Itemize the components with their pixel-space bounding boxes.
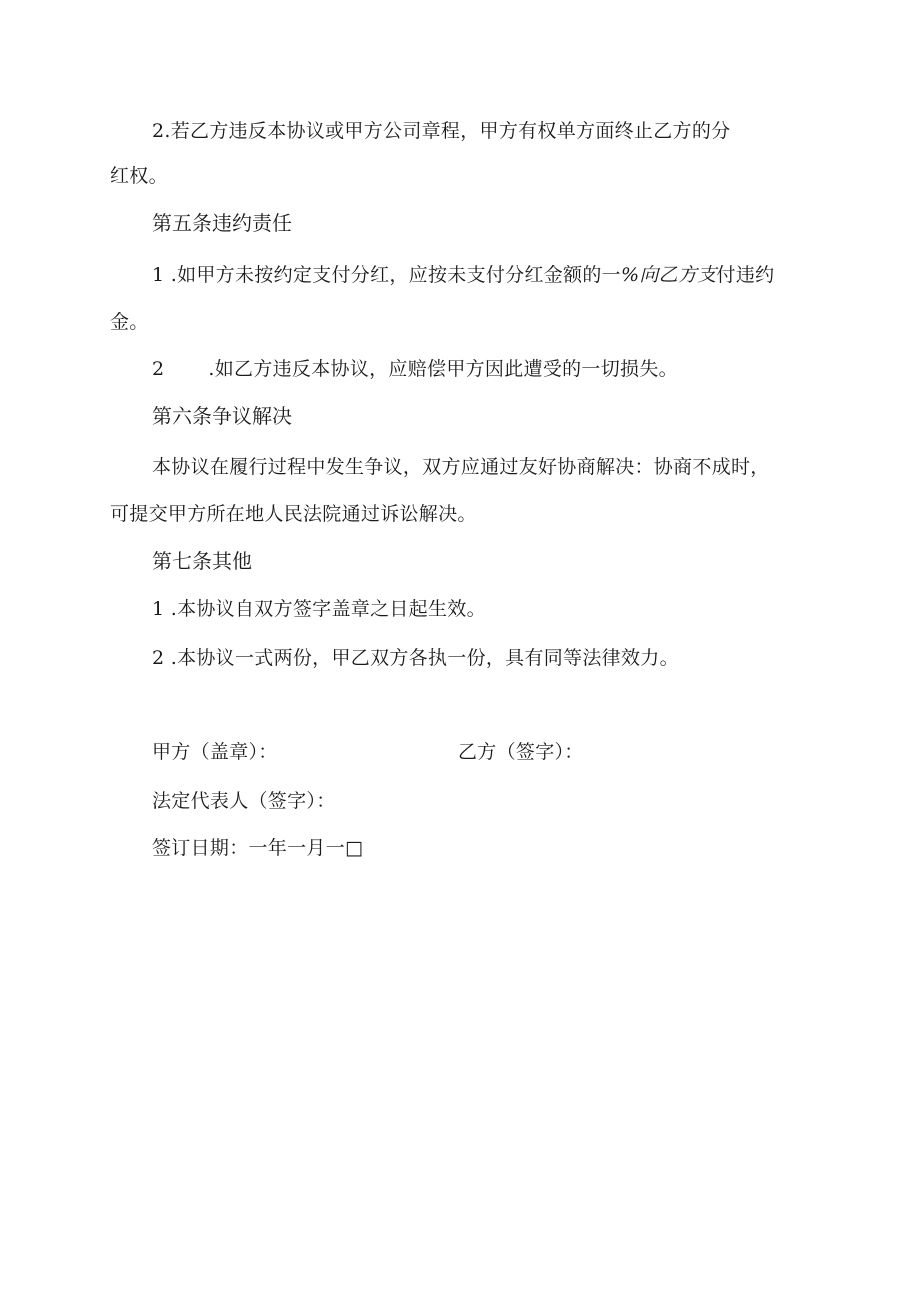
clause5-item1-text-italic: %向乙方支 xyxy=(620,264,717,286)
clause7-item2 xyxy=(152,646,679,670)
clause5-item1-line1 xyxy=(152,263,774,287)
clause7-item2-num: 2 xyxy=(152,647,165,669)
clause5-item2-text: .如乙方违反本协议，应赔偿甲方因此遭受的一切损失。 xyxy=(208,358,678,380)
clause5-item2 xyxy=(152,357,678,381)
party-a-seal: 甲方（盖章）： xyxy=(152,741,278,763)
clause5-heading: 第五条违约责任 xyxy=(152,211,292,235)
clause6-line1: 本协议在履行过程中发生争议，双方应通过友好协商解决：协商不成时， xyxy=(152,456,770,478)
clause5-item1-line2: 金。 xyxy=(110,311,149,333)
signing-date: 签订日期：一年一月一□ xyxy=(152,837,364,859)
clause5-item1-text-a: .如甲方未按约定支付分红，应按未支付分红金额的一 xyxy=(170,264,621,286)
clause7-item2-text: .本协议一式两份，甲乙双方各执一份，具有同等法律效力。 xyxy=(170,647,679,669)
party-b-signature: 乙方（签字）： xyxy=(458,741,584,763)
clause4-item2-line1: 2.若乙方违反本协议或甲方公司章程，甲方有权单方面终止乙方的分 xyxy=(152,120,731,142)
clause5-item1-num: 1 xyxy=(152,264,165,286)
clause7-item1 xyxy=(152,597,486,621)
clause7-item1-num: 1 xyxy=(152,598,165,620)
clause7-heading: 第七条其他 xyxy=(152,549,252,573)
legal-representative-signature: 法定代表人（签字）： xyxy=(152,790,336,812)
clause5-item2-num: 2 xyxy=(152,358,165,380)
clause5-item1-text-b: 付违约 xyxy=(716,264,775,286)
clause7-item1-text: .本协议自双方签字盖章之日起生效。 xyxy=(170,598,486,620)
clause6-heading: 第六条争议解决 xyxy=(152,404,292,428)
clause4-item2-line2: 红权。 xyxy=(110,165,168,187)
clause6-line2: 可提交甲方所在地人民法院通过诉讼解决。 xyxy=(110,503,477,525)
